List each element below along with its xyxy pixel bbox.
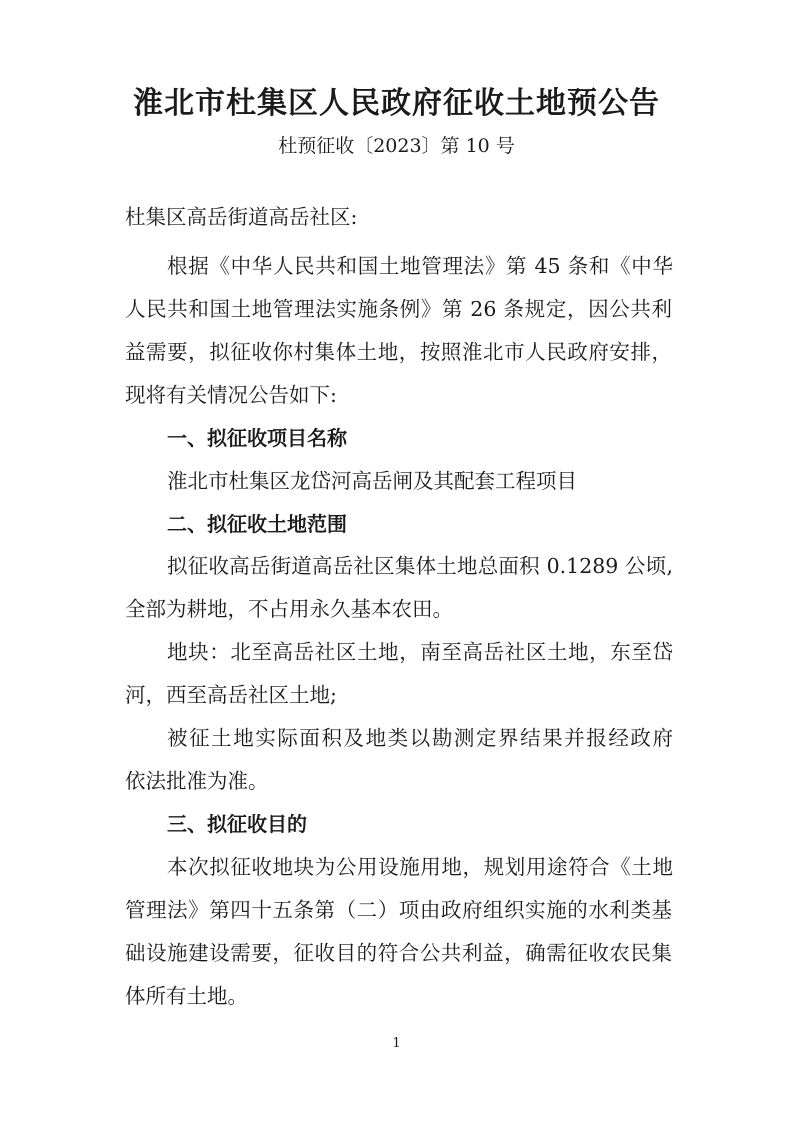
- section2-para2-line-1: 地块：北至高岳社区土地，南至高岳社区土地，东至岱: [167, 640, 673, 664]
- section3-line-4: 体所有土地。: [125, 984, 248, 1008]
- section3-line-3: 础设施建设需要，征收目的符合公共利益，确需征收农民集: [125, 941, 672, 965]
- section2-para3-line-2: 依法批准为准。: [125, 769, 269, 793]
- intro-line-4: 现将有关情况公告如下:: [125, 383, 337, 407]
- section3-heading: 三、拟征收目的: [167, 812, 307, 836]
- section2-para1-line-2: 全部为耕地，不占用永久基本农田。: [125, 597, 453, 621]
- intro-line-1: 根据《中华人民共和国土地管理法》第 45 条和《中华: [167, 254, 673, 278]
- section1-heading: 一、拟征收项目名称: [167, 426, 347, 450]
- section2-heading: 二、拟征收土地范围: [167, 512, 347, 536]
- page-number: 1: [392, 1036, 401, 1051]
- section3-line-2: 管理法》第四十五条第（二）项由政府组织实施的水利类基: [125, 898, 672, 922]
- section2-para1-line-1: 拟征收高岳街道高岳社区集体土地总面积 0.1289 公顷,: [167, 554, 673, 578]
- section2-para2-line-2: 河，西至高岳社区土地;: [125, 683, 337, 707]
- document-number: 杜预征收〔2023〕第 10 号: [278, 135, 515, 157]
- section2-para3-line-1: 被征土地实际面积及地类以勘测定界结果并报经政府: [167, 726, 673, 750]
- document-title: 淮北市杜集区人民政府征收土地预公告: [133, 86, 660, 121]
- intro-line-2: 人民共和国土地管理法实施条例》第 26 条规定，因公共利: [125, 297, 672, 321]
- addressee: 杜集区高岳街道高岳社区:: [125, 205, 358, 229]
- intro-line-3: 益需要，拟征收你村集体土地，按照淮北市人民政府安排，: [125, 340, 672, 364]
- section3-line-1: 本次拟征收地块为公用设施用地，规划用途符合《土地: [167, 855, 673, 879]
- section1-body: 淮北市杜集区龙岱河高岳闸及其配套工程项目: [167, 469, 577, 493]
